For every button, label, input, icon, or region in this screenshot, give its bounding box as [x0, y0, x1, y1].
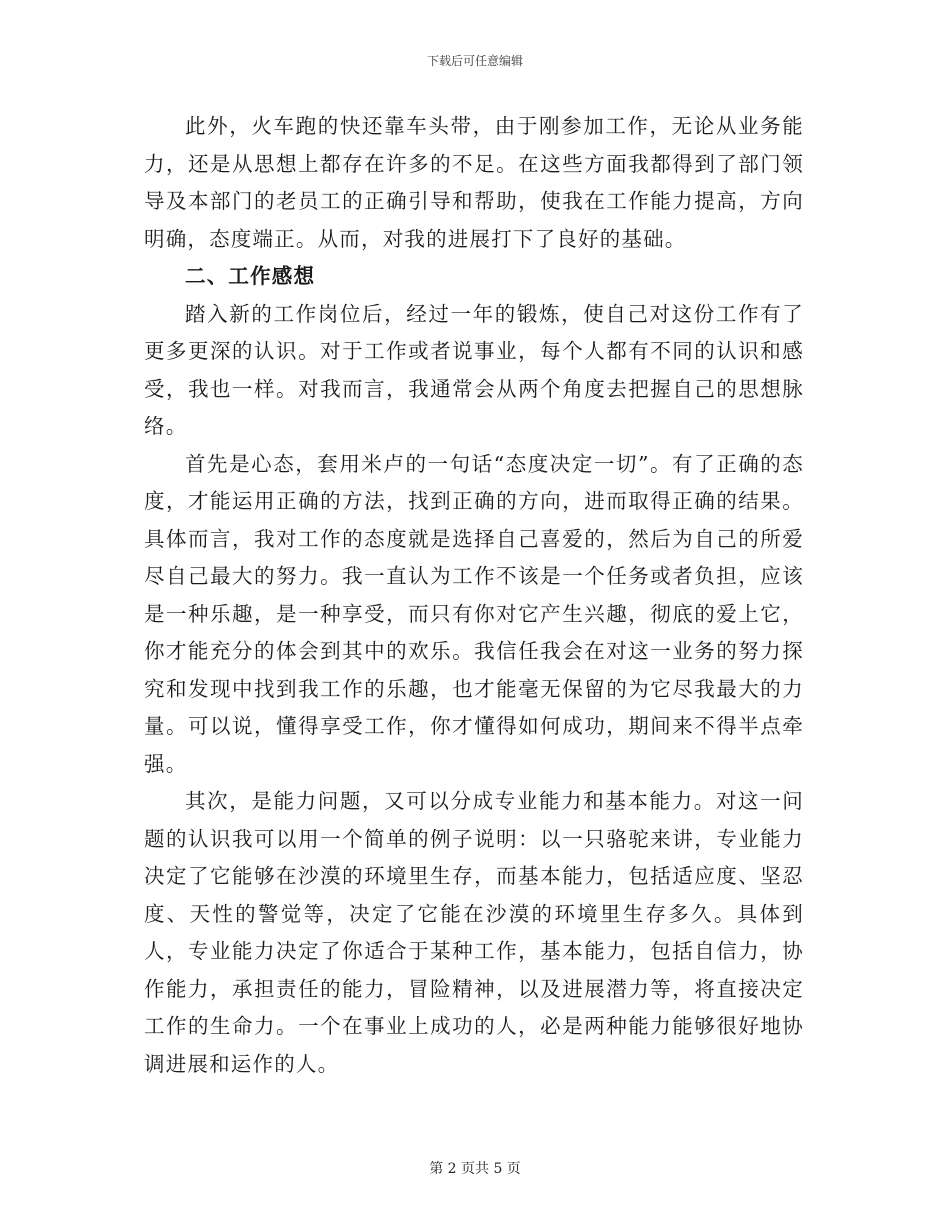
paragraph-intro: 此外，火车跑的快还靠车头带，由于刚参加工作，无论从业务能力，还是从思想上都存在许多的不足。在这些方面我都得到了部门领导及本部门的老员工的正确引导和帮助，使我在工作能力提高，方向明确，态度端正。从而，对我的进展打下了良好的基础。: [144, 114, 804, 251]
document-body: [144, 108, 804, 1083]
paragraph-ability: 其次，是能力问题，又可以分成专业能力和基本能力。对这一问题的认识我可以用一个简单的例子说明：以一只骆驼来讲，专业能力决定了它能够在沙漠的环境里生存，而基本能力，包括适应度、坚忍度、天性的警觉等，决定了它能在沙漠的环境里生存多久。具体到人，专业能力决定了你适合于某种工作，基本能力，包括自信力，协作能力，承担责任的能力，冒险精神，以及进展潜力等，将直接决定工作的生命力。一个在事业上成功的人，必是两种能力能够很好地协调进展和运作的人。: [144, 789, 804, 1076]
page-header: 下载后可任意编辑: [426, 54, 523, 68]
section-heading: 二、工作感想: [185, 264, 316, 288]
paragraph-attitude: 首先是心态，套用米卢的一句话“态度决定一切”。有了正确的态度，才能运用正确的方法，找到正确的方向，进而取得正确的结果。具体而言，我对工作的态度就是选择自己喜爱的，然后为自己的所爱尽自己最大的努力。我一直认为工作不该是一个任务或者负担，应该是一种乐趣，是一种享受，而只有你对它产生兴趣，彻底的爱上它，你才能充分的体会到其中的欢乐。我信任我会在对这一业务的努力探究和发现中找到我工作的乐趣，也才能毫无保留的为它尽我最大的力量。可以说，懂得享受工作，你才懂得如何成功，期间来不得半点牵强。: [144, 451, 804, 776]
page-number: 第 2 页共 5 页: [429, 1161, 521, 1177]
paragraph-reflection: 踏入新的工作岗位后，经过一年的锻炼，使自己对这份工作有了更多更深的认识。对于工作或者说事业，每个人都有不同的认识和感受，我也一样。对我而言，我通常会从两个角度去把握自己的思想脉络。: [144, 301, 804, 438]
